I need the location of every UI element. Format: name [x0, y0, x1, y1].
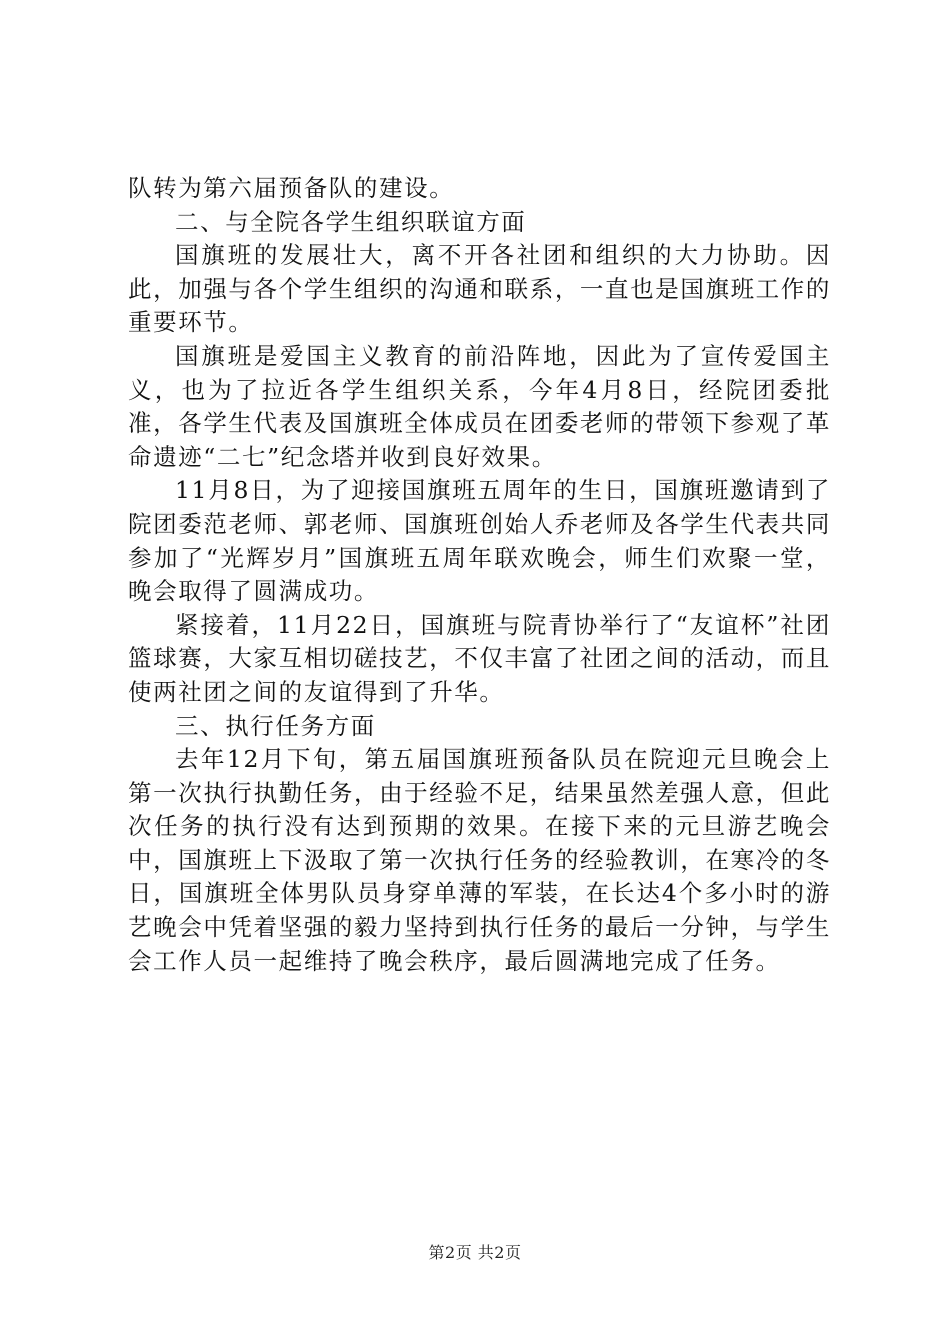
paragraph-6: 去年12月下旬，第五届国旗班预备队员在院迎元旦晚会上第一次执行执勤任务，由于经验不足，结果虽然差强人意，但此次任务的执行没有达到预期的效果。在接下来的元旦游艺晚会中，国旗班上下汲取了第一次执行任务的经验教训，在寒冷的冬日，国旗班全体男队员身穿单薄的军装，在长达4个多小时的游艺晚会中凭着坚强的毅力坚持到执行任务的最后一分钟，与学生会工作人员一起维持了晚会秩序，最后圆满地完成了任务。 — [128, 745, 831, 975]
page-number-label: 第2页 共2页 — [428, 1243, 522, 1262]
paragraph-4: 11月8日，为了迎接国旗班五周年的生日，国旗班邀请到了院团委范老师、郭老师、国旗班创始人乔老师及各学生代表共同参加了“光辉岁月”国旗班五周年联欢晚会，师生们欢聚一堂，晚会取得了圆满成功。 — [128, 476, 831, 606]
paragraph-3: 国旗班是爱国主义教育的前沿阵地，因此为了宣传爱国主义，也为了拉近各学生组织关系，今年4月8日，经院团委批准，各学生代表及国旗班全体成员在团委老师的带领下参观了革命遗迹“二七”纪念塔并收到良好效果。 — [128, 341, 831, 471]
paragraph-5: 紧接着，11月22日，国旗班与院青协举行了“友谊杯”社团篮球赛，大家互相切磋技艺，不仅丰富了社团之间的活动，而且使两社团之间的友谊得到了升华。 — [128, 610, 831, 706]
section-heading-2: 二、与全院各学生组织联谊方面 — [175, 207, 527, 236]
paragraph-1: 队转为第六届预备队的建设。 — [128, 174, 455, 202]
document-body — [128, 172, 831, 978]
section-heading-3: 三、执行任务方面 — [175, 711, 376, 740]
paragraph-2: 国旗班的发展壮大，离不开各社团和组织的大力协助。因此，加强与各个学生组织的沟通和联系，一直也是国旗班工作的重要环节。 — [128, 241, 831, 337]
page-footer — [0, 1243, 950, 1263]
